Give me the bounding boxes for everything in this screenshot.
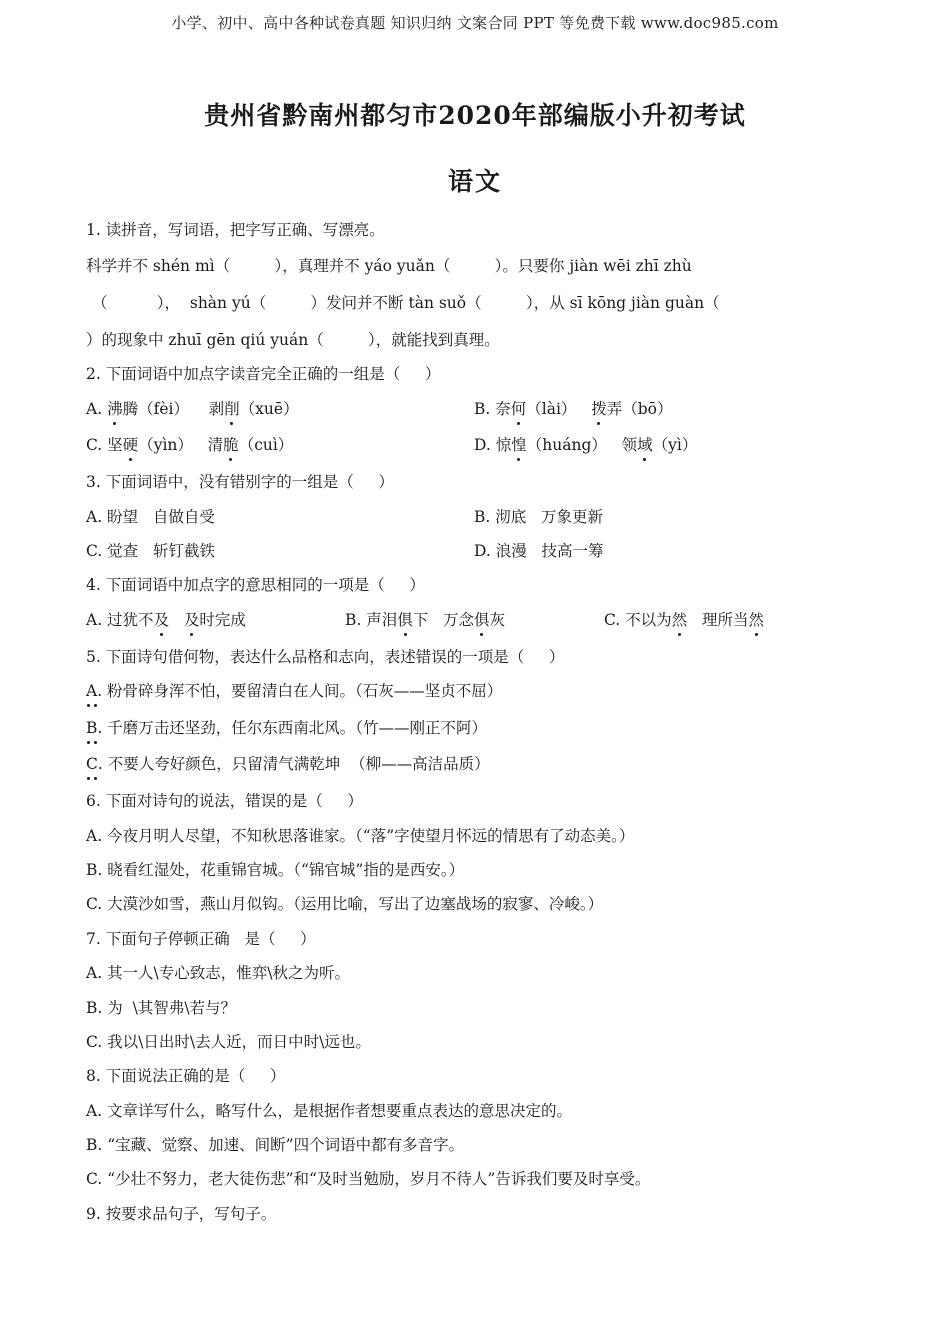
q7-option-b: B. 为 \其智弗\若与？ [86,999,237,1017]
q4-stem: 4. 下面词语中加点字的意思相同的一项是（ ） [86,576,425,594]
q5-stem: 5. 下面诗句借何物，表达什么品格和志向，表述错误的一项是（ ） [86,648,565,666]
q2-option-a: A. 沸腾（fèi） 剥削（xuē） [86,397,299,419]
q5-option-c: C. 不要人夸好颜色，只留清气满乾坤 （柳——高洁品质） [86,755,490,773]
exam-title: 贵州省黔南州都匀市2020年部编版小升初考试 [204,101,746,130]
q7-stem: 7. 下面句子停顿正确 是（ ） [86,930,316,948]
q2-stem: 2. 下面词语中加点字读音完全正确的一组是（ ） [86,365,441,383]
q1-stem: 1. 读拼音，写词语，把字写正确、写漂亮。 [86,221,385,239]
q5-option-a: A. 粉骨碎身浑不怕，要留清白在人间。（石灰——坚贞不屈） [86,682,503,700]
q8-option-a: A. 文章详写什么，略写什么，是根据作者想要重点表达的意思决定的。 [86,1102,573,1120]
q6-stem: 6. 下面对诗句的说法，错误的是（ ） [86,792,363,810]
q4-option-c: C. 不以为然 理所当然 [604,608,764,630]
q5-option-b: B. 千磨万击还坚劲，任尔东西南北风。（竹——刚正不阿） [86,719,487,737]
q6-option-b: B. 晓看红湿处，花重锦官城。（“锦官城”指的是西安。） [86,861,465,879]
q3-option-d: D. 浪漫 技高一筹 [474,542,604,560]
q6-option-a: A. 今夜月明人尽望，不知秋思落谁家。（“落”字使望月怀远的情思有了动态美。） [86,827,635,845]
q7-option-c: C. 我以\日出时\去人近，而日中时\远也。 [86,1033,371,1051]
q8-option-b: B. “宝藏、觉察、加速、间断”四个词语中都有多音字。 [86,1136,465,1154]
q1-line-2: （ ）， shàn yú（ ）发问并不断 tàn suǒ（ ），从 sī kōng jiàn guàn（ [92,294,720,312]
q4-option-a: A. 过犹不及 及时完成 [86,608,246,630]
page-header: 小学、初中、高中各种试卷真题 知识归纳 文案合同 PPT 等免费下载 www.doc985.com [171,14,779,32]
q3-stem: 3. 下面词语中，没有错别字的一组是（ ） [86,473,394,491]
q8-option-c: C. “少壮不努力，老大徒伤悲”和“及时当勉励，岁月不待人”告诉我们要及时享受。 [86,1170,651,1188]
q3-option-a: A. 盼望 自做自受 [86,508,215,526]
q8-stem: 8. 下面说法正确的是（ ） [86,1067,286,1085]
q2-option-b: B. 奈何（lài） 拨弄（bō） [474,397,672,419]
q4-option-b: B. 声泪俱下 万念俱灰 [345,608,505,630]
q3-option-c: C. 觉查 斩钉截铁 [86,542,215,560]
q1-line-1: 科学并不 shén mì（ ），真理并不 yáo yuǎn（ ）。只要你 jiàn wēi zhī zhù [86,257,692,275]
q2-option-c: C. 坚硬（yìn） 清脆（cuì） [86,433,293,455]
q7-option-a: A. 其一人\专心致志，惟弈\秋之为听。 [86,964,350,982]
q6-option-c: C. 大漠沙如雪，燕山月似钩。（运用比喻，写出了边塞战场的寂寥、冷峻。） [86,895,604,913]
q3-option-b: B. 沏底 万象更新 [474,508,604,526]
q2-option-d: D. 惊惶（huáng） 领域（yì） [474,433,697,455]
exam-subject: 语文 [447,167,502,196]
q9-stem: 9. 按要求品句子，写句子。 [86,1205,277,1223]
q1-line-3: ）的现象中 zhuī gēn qiú yuán（ ），就能找到真理。 [86,331,500,349]
